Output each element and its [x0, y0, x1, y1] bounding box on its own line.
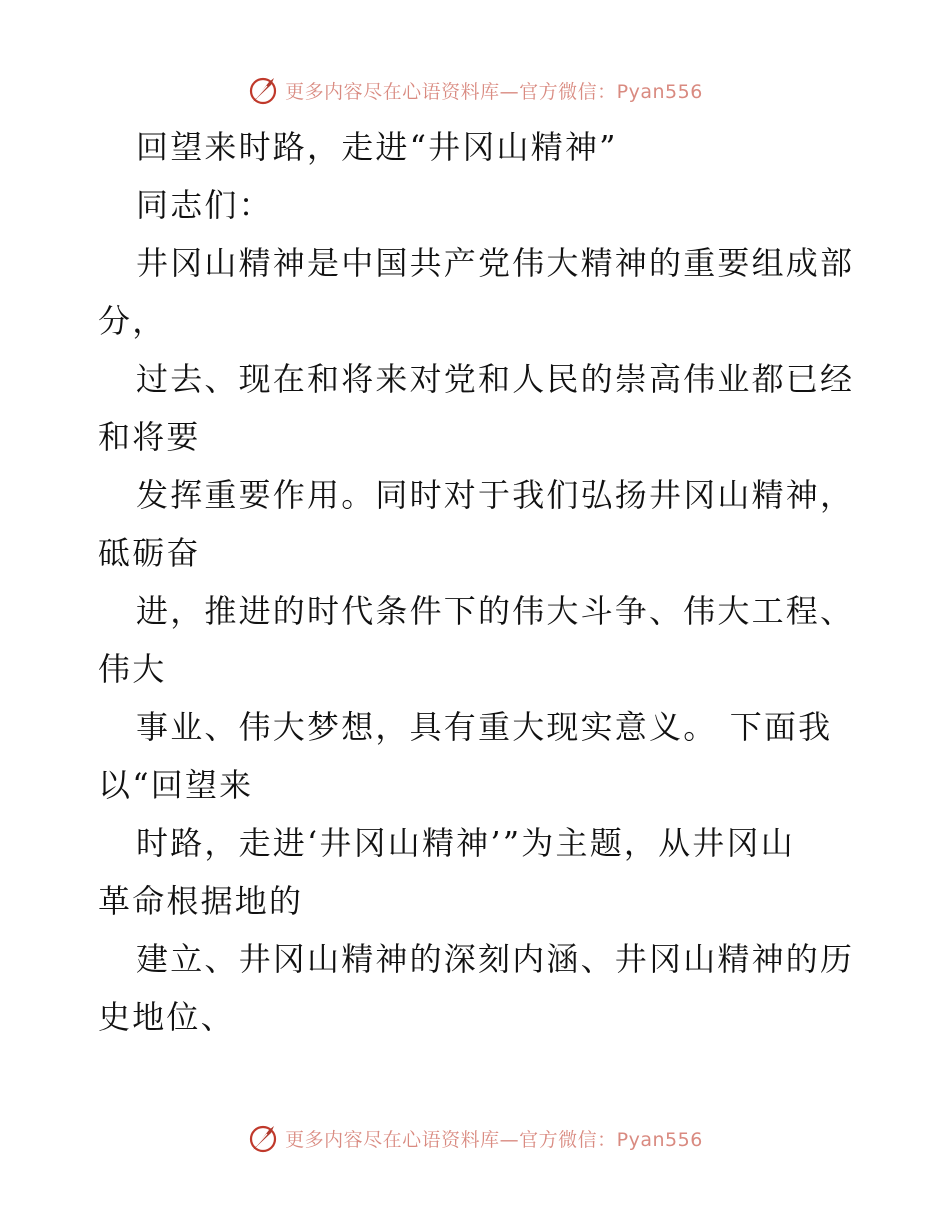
quill-logo-icon [247, 74, 279, 106]
text-line: 革命根据地的 [98, 882, 304, 920]
text-line: 伟大 [98, 650, 167, 688]
document-body [98, 118, 858, 1046]
text-line: 井冈山精神是中国共产党伟大精神的重要组成部 [136, 244, 855, 282]
text-line: 以“回望来 [98, 766, 254, 804]
quill-logo-icon [247, 1122, 279, 1154]
text-line: 砥砺奋 [98, 534, 201, 572]
text-line: 建立、井冈山精神的深刻内涵、井冈山精神的历 [136, 940, 855, 978]
header-watermark [0, 70, 950, 110]
watermark-text: 更多内容尽在心语资料库—官方微信：Pyan556 [285, 80, 703, 103]
text-line: 分， [98, 302, 167, 340]
text-line: 史地位、 [98, 998, 235, 1036]
footer-watermark [0, 1118, 950, 1158]
text-line: 和将要 [98, 418, 201, 456]
text-line: 回望来时路，走进“井冈山精神” [136, 128, 618, 166]
text-line: 时路，走进‘井冈山精神’”为主题，从井冈山 [136, 824, 795, 862]
watermark-text: 更多内容尽在心语资料库—官方微信：Pyan556 [285, 1128, 703, 1151]
text-line: 同志们： [136, 186, 273, 224]
text-line: 发挥重要作用。同时对于我们弘扬井冈山精神， [136, 476, 855, 514]
text-line: 事业、伟大梦想，具有重大现实意义。 下面我 [136, 708, 833, 746]
text-line: 过去、现在和将来对党和人民的崇高伟业都已经 [136, 360, 855, 398]
text-line: 进，推进的时代条件下的伟大斗争、伟大工程、 [136, 592, 855, 630]
